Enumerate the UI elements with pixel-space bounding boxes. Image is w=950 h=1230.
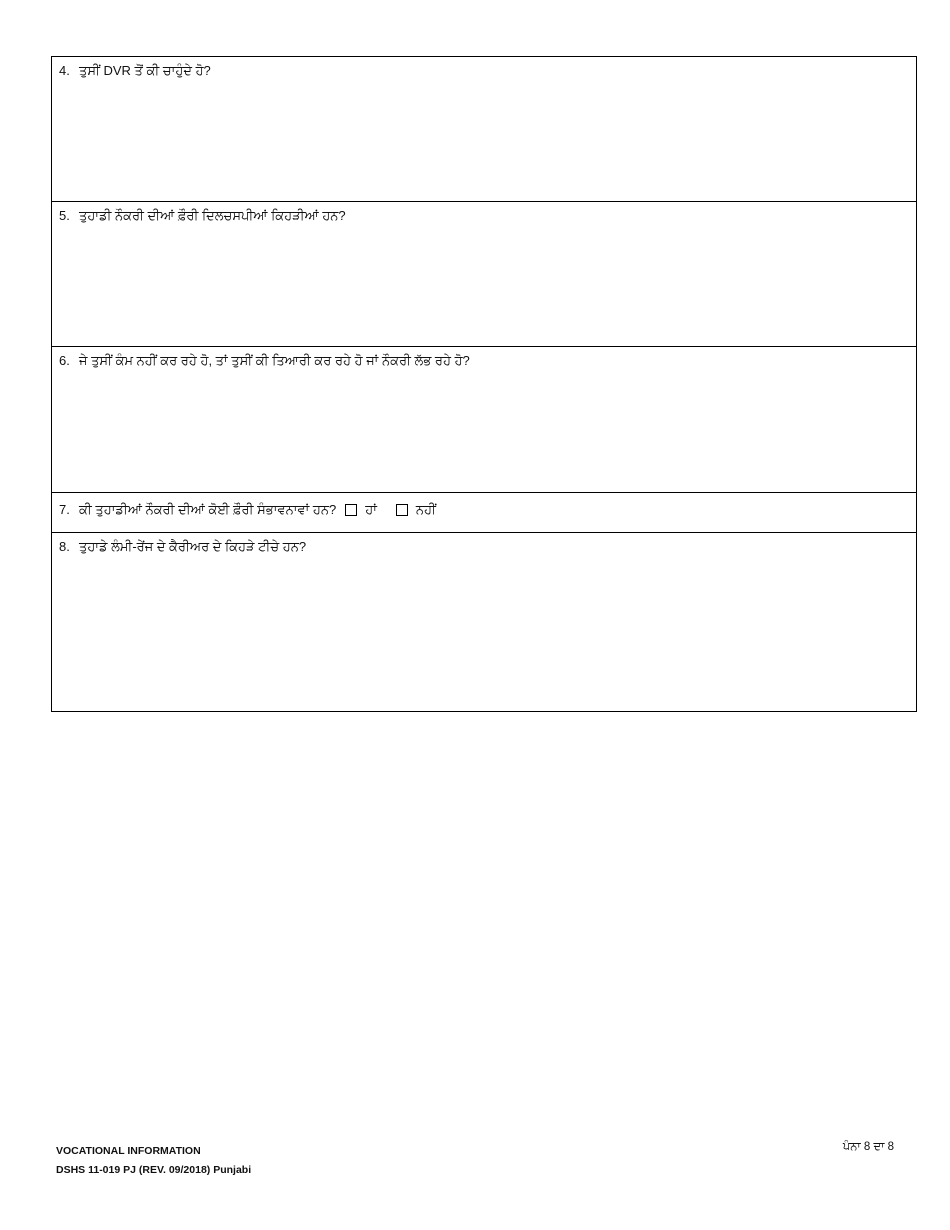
question-7-row xyxy=(52,493,916,533)
question-7-label xyxy=(59,502,446,518)
question-text: ਕੀ ਤੁਹਾਡੀਆਂ ਨੌਕਰੀ ਦੀਆਂ ਕੋਈ ਫ਼ੌਰੀ ਸੰਭਾਵਨਾਵਾਂ ਹਨ? xyxy=(79,502,337,517)
question-5-answer-area[interactable] xyxy=(59,228,909,340)
question-6-row xyxy=(52,347,916,493)
question-4-answer-area[interactable] xyxy=(59,83,909,195)
question-4-row xyxy=(52,57,916,202)
question-number: 8. xyxy=(59,539,70,554)
no-checkbox[interactable] xyxy=(396,504,408,516)
question-8-label xyxy=(59,539,306,555)
question-5-label xyxy=(59,208,346,224)
question-number: 6. xyxy=(59,353,70,368)
question-text: ਤੁਸੀਂ DVR ਤੋਂ ਕੀ ਚਾਹੁੰਦੇ ਹੋ? xyxy=(79,63,211,78)
question-text: ਤੁਹਾਡੇ ਲੰਮੀ-ਰੇਂਜ ਦੇ ਕੈਰੀਅਰ ਦੇ ਕਿਹੜੇ ਟੀਚੇ ਹਨ? xyxy=(79,539,307,554)
yes-option-label: ਹਾਂ xyxy=(365,502,377,517)
question-4-label xyxy=(59,63,211,79)
question-8-answer-area[interactable] xyxy=(59,559,909,705)
question-text: ਤੁਹਾਡੀ ਨੌਕਰੀ ਦੀਆਂ ਫ਼ੌਰੀ ਦਿਲਚਸਪੀਆਂ ਕਿਹੜੀਆਂ ਹਨ? xyxy=(79,208,346,223)
yes-checkbox[interactable] xyxy=(345,504,357,516)
question-6-answer-area[interactable] xyxy=(59,373,909,486)
page-number: ਪੰਨਾ 8 ਦਾ 8 xyxy=(842,1141,894,1153)
footer-section-title: VOCATIONAL INFORMATION xyxy=(56,1145,201,1157)
questionnaire-table xyxy=(51,56,917,712)
question-8-row xyxy=(52,533,916,711)
footer-form-id: DSHS 11-019 PJ (REV. 09/2018) Punjabi xyxy=(56,1164,252,1176)
question-6-label xyxy=(59,353,470,369)
question-number: 4. xyxy=(59,63,70,78)
no-option-label: ਨਹੀਂ xyxy=(415,502,436,517)
question-text: ਜੇ ਤੁਸੀਂ ਕੰਮ ਨਹੀਂ ਕਰ ਰਹੇ ਹੋ, ਤਾਂ ਤੁਸੀਂ ਕੀ ਤਿਆਰੀ ਕਰ ਰਹੇ ਹੋ ਜਾਂ ਨੌਕਰੀ ਲੱਭ ਰਹੇ ਹੋ? xyxy=(79,353,470,368)
question-number: 5. xyxy=(59,208,70,223)
footer-form-info xyxy=(56,1142,251,1180)
question-number: 7. xyxy=(59,502,70,517)
question-5-row xyxy=(52,202,916,347)
